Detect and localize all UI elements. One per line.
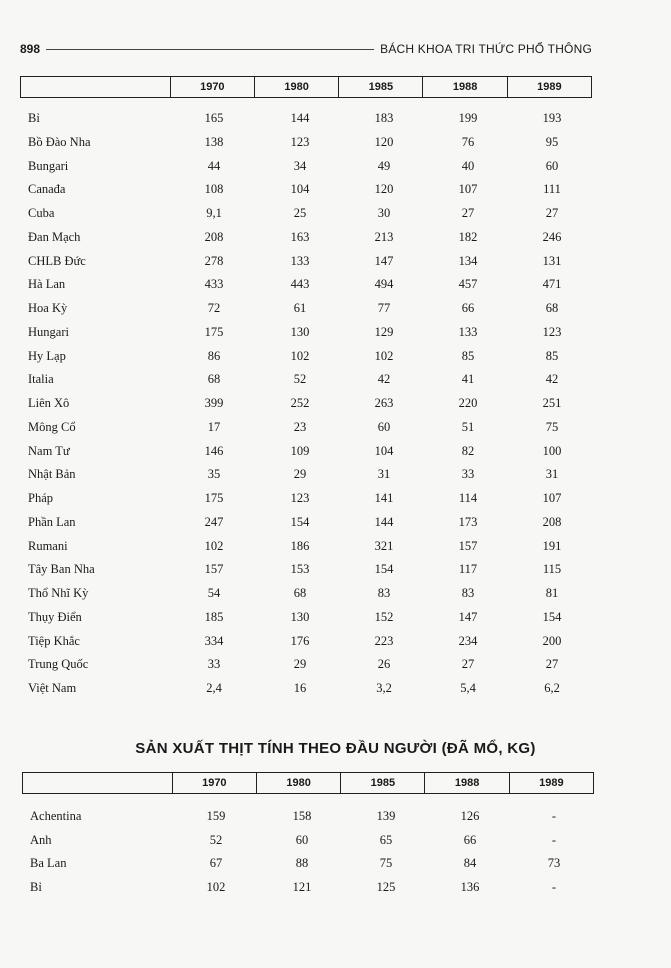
country-label: Hoa Kỳ	[28, 301, 68, 315]
value-cell: 165	[204, 111, 224, 125]
page-number: 898	[20, 42, 41, 56]
value-cell: 399	[204, 396, 224, 410]
page-header	[20, 40, 592, 58]
value-cell: 193	[542, 111, 562, 125]
table-row	[0, 393, 671, 417]
value-cell: 129	[374, 324, 394, 339]
value-cell: 191	[542, 538, 562, 553]
value-cell: 107	[458, 182, 478, 197]
country-label: Đan Mạch	[28, 229, 81, 244]
value-cell: 27	[461, 657, 475, 672]
table-row	[0, 607, 671, 631]
table-row	[0, 488, 671, 512]
country-label: Bỉ	[30, 879, 42, 894]
value-cell: 139	[376, 809, 396, 823]
country-label: Bungari	[28, 158, 69, 173]
value-cell: 31	[377, 467, 391, 482]
value-cell: 334	[204, 633, 224, 648]
table-row	[0, 806, 671, 830]
country-label: Bỉ	[28, 111, 40, 125]
value-cell: -	[551, 809, 557, 823]
value-cell: 66	[463, 832, 477, 847]
value-cell: 85	[545, 348, 559, 363]
table-row	[0, 877, 671, 901]
value-cell: 246	[542, 229, 562, 244]
table-row	[0, 156, 671, 180]
value-cell: 213	[374, 229, 394, 244]
value-cell: -	[551, 879, 557, 894]
value-cell: 27	[545, 657, 559, 672]
table-row	[0, 227, 671, 251]
header-rule	[46, 49, 374, 50]
value-cell: 6,2	[544, 681, 560, 695]
value-cell: 16	[293, 681, 307, 695]
value-cell: 157	[204, 562, 224, 577]
value-cell: 68	[545, 301, 559, 315]
value-cell: 72	[207, 301, 221, 315]
value-cell: 208	[542, 514, 562, 529]
table-row	[0, 251, 671, 275]
country-label: Canađa	[28, 182, 66, 197]
value-cell: 33	[207, 657, 221, 672]
value-cell: 471	[542, 277, 562, 292]
value-cell: 33	[461, 467, 475, 482]
value-cell: 494	[374, 277, 394, 292]
value-cell: 83	[377, 586, 391, 600]
value-cell: 133	[290, 253, 310, 268]
table2-header	[22, 772, 594, 794]
table-row	[0, 853, 671, 877]
value-cell: 81	[545, 586, 559, 600]
table1-header-blank	[21, 77, 170, 97]
value-cell: 82	[461, 443, 475, 458]
value-cell: 130	[290, 609, 310, 624]
table-row	[0, 583, 671, 607]
country-label: Mông Cổ	[28, 419, 76, 434]
value-cell: 102	[290, 348, 310, 363]
value-cell: 154	[542, 609, 562, 624]
value-cell: 278	[204, 253, 224, 268]
country-label: Thụy Điển	[28, 609, 82, 624]
value-cell: 433	[204, 277, 224, 292]
value-cell: 27	[461, 206, 475, 220]
value-cell: 144	[374, 514, 394, 529]
table-row	[0, 203, 671, 227]
value-cell: 120	[374, 182, 394, 197]
value-cell: 146	[204, 443, 224, 458]
value-cell: 111	[543, 182, 561, 197]
section-title: SẢN XUẤT THỊT TÍNH THEO ĐẦU NGƯỜI (ĐÃ MỔ, KG)	[135, 740, 536, 757]
table1-header-year: 1988	[422, 77, 506, 97]
value-cell: 44	[207, 158, 221, 173]
value-cell: 251	[542, 396, 562, 410]
country-label: Việt Nam	[28, 681, 77, 695]
value-cell: 131	[542, 253, 562, 268]
value-cell: 102	[206, 879, 226, 894]
value-cell: 42	[377, 372, 391, 387]
value-cell: 141	[374, 491, 394, 505]
value-cell: 60	[377, 419, 391, 434]
value-cell: 138	[204, 134, 224, 149]
value-cell: 175	[204, 491, 224, 505]
value-cell: 114	[458, 491, 478, 505]
country-label: Anh	[30, 832, 52, 847]
table-row	[0, 536, 671, 560]
table2-header-year: 1980	[256, 773, 340, 793]
value-cell: 41	[461, 372, 475, 387]
country-label: Achentina	[30, 809, 82, 823]
value-cell: 17	[207, 419, 221, 434]
country-label: Nhật Bản	[28, 467, 76, 482]
value-cell: 9,1	[206, 206, 222, 220]
value-cell: 200	[542, 633, 562, 648]
table2-header-year: 1970	[172, 773, 256, 793]
value-cell: 102	[374, 348, 394, 363]
table-row	[0, 678, 671, 702]
country-label: Rumani	[28, 538, 68, 553]
table1-body	[0, 108, 671, 702]
value-cell: 175	[204, 324, 224, 339]
running-title: BÁCH KHOA TRI THỨC PHỔ THÔNG	[380, 42, 592, 56]
country-label: Cuba	[28, 206, 55, 220]
country-label: Phần Lan	[28, 514, 76, 529]
table2-header-year: 1988	[424, 773, 508, 793]
table2-header-year: 1989	[509, 773, 593, 793]
value-cell: 136	[460, 879, 480, 894]
country-label: Hy Lạp	[28, 348, 66, 363]
value-cell: 115	[542, 562, 562, 577]
value-cell: 158	[292, 809, 312, 823]
value-cell: 123	[290, 491, 310, 505]
value-cell: 76	[461, 134, 475, 149]
value-cell: 102	[204, 538, 224, 553]
value-cell: 223	[374, 633, 394, 648]
value-cell: 208	[204, 229, 224, 244]
table-row	[0, 108, 671, 132]
value-cell: 109	[290, 443, 310, 458]
value-cell: 2,4	[206, 681, 222, 695]
value-cell: 30	[377, 206, 391, 220]
table-row	[0, 369, 671, 393]
value-cell: 234	[458, 633, 478, 648]
value-cell: 182	[458, 229, 478, 244]
value-cell: 123	[290, 134, 310, 149]
value-cell: 107	[542, 491, 562, 505]
country-label: Italia	[28, 372, 54, 387]
value-cell: 130	[290, 324, 310, 339]
value-cell: 104	[374, 443, 394, 458]
value-cell: 83	[461, 586, 475, 600]
value-cell: 147	[374, 253, 394, 268]
value-cell: 60	[295, 832, 309, 847]
table-row	[0, 631, 671, 655]
table2-header-blank	[23, 773, 172, 793]
value-cell: 35	[207, 467, 221, 482]
value-cell: 77	[377, 301, 391, 315]
country-label: Ba Lan	[30, 856, 67, 870]
table2-header-year: 1985	[340, 773, 424, 793]
value-cell: 25	[293, 206, 307, 220]
country-label: Hungari	[28, 324, 69, 339]
value-cell: 40	[461, 158, 475, 173]
table-row	[0, 298, 671, 322]
value-cell: 117	[458, 562, 478, 577]
table-row	[0, 559, 671, 583]
value-cell: 68	[293, 586, 307, 600]
value-cell: 163	[290, 229, 310, 244]
country-label: Liên Xô	[28, 396, 70, 410]
table-row	[0, 346, 671, 370]
table1-header-year: 1980	[254, 77, 338, 97]
value-cell: 29	[293, 657, 307, 672]
table-row	[0, 417, 671, 441]
value-cell: 75	[379, 856, 393, 870]
value-cell: 60	[545, 158, 559, 173]
value-cell: 3,2	[376, 681, 392, 695]
value-cell: 176	[290, 633, 310, 648]
value-cell: 185	[204, 609, 224, 624]
table-row	[0, 830, 671, 854]
value-cell: 147	[458, 609, 478, 624]
value-cell: 84	[463, 856, 477, 870]
value-cell: 126	[460, 809, 480, 823]
value-cell: 52	[209, 832, 223, 847]
value-cell: 123	[542, 324, 562, 339]
value-cell: 100	[542, 443, 562, 458]
value-cell: 144	[290, 111, 310, 125]
value-cell: 121	[292, 879, 312, 894]
table-row	[0, 441, 671, 465]
value-cell: 54	[207, 586, 221, 600]
value-cell: 65	[379, 832, 393, 847]
value-cell: 67	[209, 856, 223, 870]
value-cell: 27	[545, 206, 559, 220]
value-cell: 85	[461, 348, 475, 363]
table-row	[0, 512, 671, 536]
table-row	[0, 179, 671, 203]
value-cell: 183	[374, 111, 394, 125]
table1-header	[20, 76, 592, 98]
table-row	[0, 132, 671, 156]
table1-header-year: 1985	[338, 77, 422, 97]
value-cell: 120	[374, 134, 394, 149]
country-label: Hà Lan	[28, 277, 66, 292]
value-cell: 75	[545, 419, 559, 434]
value-cell: 108	[204, 182, 224, 197]
table-row	[0, 464, 671, 488]
country-label: Nam Tư	[28, 443, 70, 458]
value-cell: 457	[458, 277, 478, 292]
value-cell: 263	[374, 396, 394, 410]
value-cell: 199	[458, 111, 478, 125]
value-cell: 154	[374, 562, 394, 577]
value-cell: 186	[290, 538, 310, 553]
table-row	[0, 654, 671, 678]
table1-header-year: 1970	[170, 77, 254, 97]
country-label: Tây Ban Nha	[28, 562, 95, 577]
value-cell: 134	[458, 253, 478, 268]
table-row	[0, 322, 671, 346]
value-cell: 31	[545, 467, 559, 482]
value-cell: 154	[290, 514, 310, 529]
country-label: Thổ Nhĩ Kỳ	[28, 586, 89, 600]
country-label: Tiệp Khắc	[28, 633, 80, 648]
value-cell: 61	[293, 301, 307, 315]
value-cell: 68	[207, 372, 221, 387]
country-label: Bồ Đào Nha	[28, 134, 91, 149]
value-cell: 133	[458, 324, 478, 339]
value-cell: 153	[290, 562, 310, 577]
table2-body	[0, 806, 671, 900]
country-label: Trung Quốc	[28, 657, 89, 672]
value-cell: 95	[545, 134, 559, 149]
value-cell: 86	[207, 348, 221, 363]
table-row	[0, 274, 671, 298]
value-cell: 152	[374, 609, 394, 624]
value-cell: 443	[290, 277, 310, 292]
value-cell: 66	[461, 301, 475, 315]
country-label: Pháp	[28, 491, 53, 505]
value-cell: 104	[290, 182, 310, 197]
value-cell: 252	[290, 396, 310, 410]
value-cell: 26	[377, 657, 391, 672]
country-label: CHLB Đức	[28, 253, 86, 268]
value-cell: -	[551, 832, 557, 847]
value-cell: 5,4	[460, 681, 476, 695]
value-cell: 125	[376, 879, 396, 894]
value-cell: 321	[374, 538, 394, 553]
value-cell: 159	[206, 809, 226, 823]
value-cell: 247	[204, 514, 224, 529]
value-cell: 157	[458, 538, 478, 553]
value-cell: 52	[293, 372, 307, 387]
value-cell: 42	[545, 372, 559, 387]
value-cell: 88	[295, 856, 309, 870]
value-cell: 49	[377, 158, 391, 173]
table1-header-year: 1989	[507, 77, 591, 97]
value-cell: 29	[293, 467, 307, 482]
value-cell: 34	[293, 158, 307, 173]
value-cell: 220	[458, 396, 478, 410]
value-cell: 173	[458, 514, 478, 529]
value-cell: 73	[547, 856, 561, 870]
value-cell: 23	[293, 419, 307, 434]
value-cell: 51	[461, 419, 475, 434]
